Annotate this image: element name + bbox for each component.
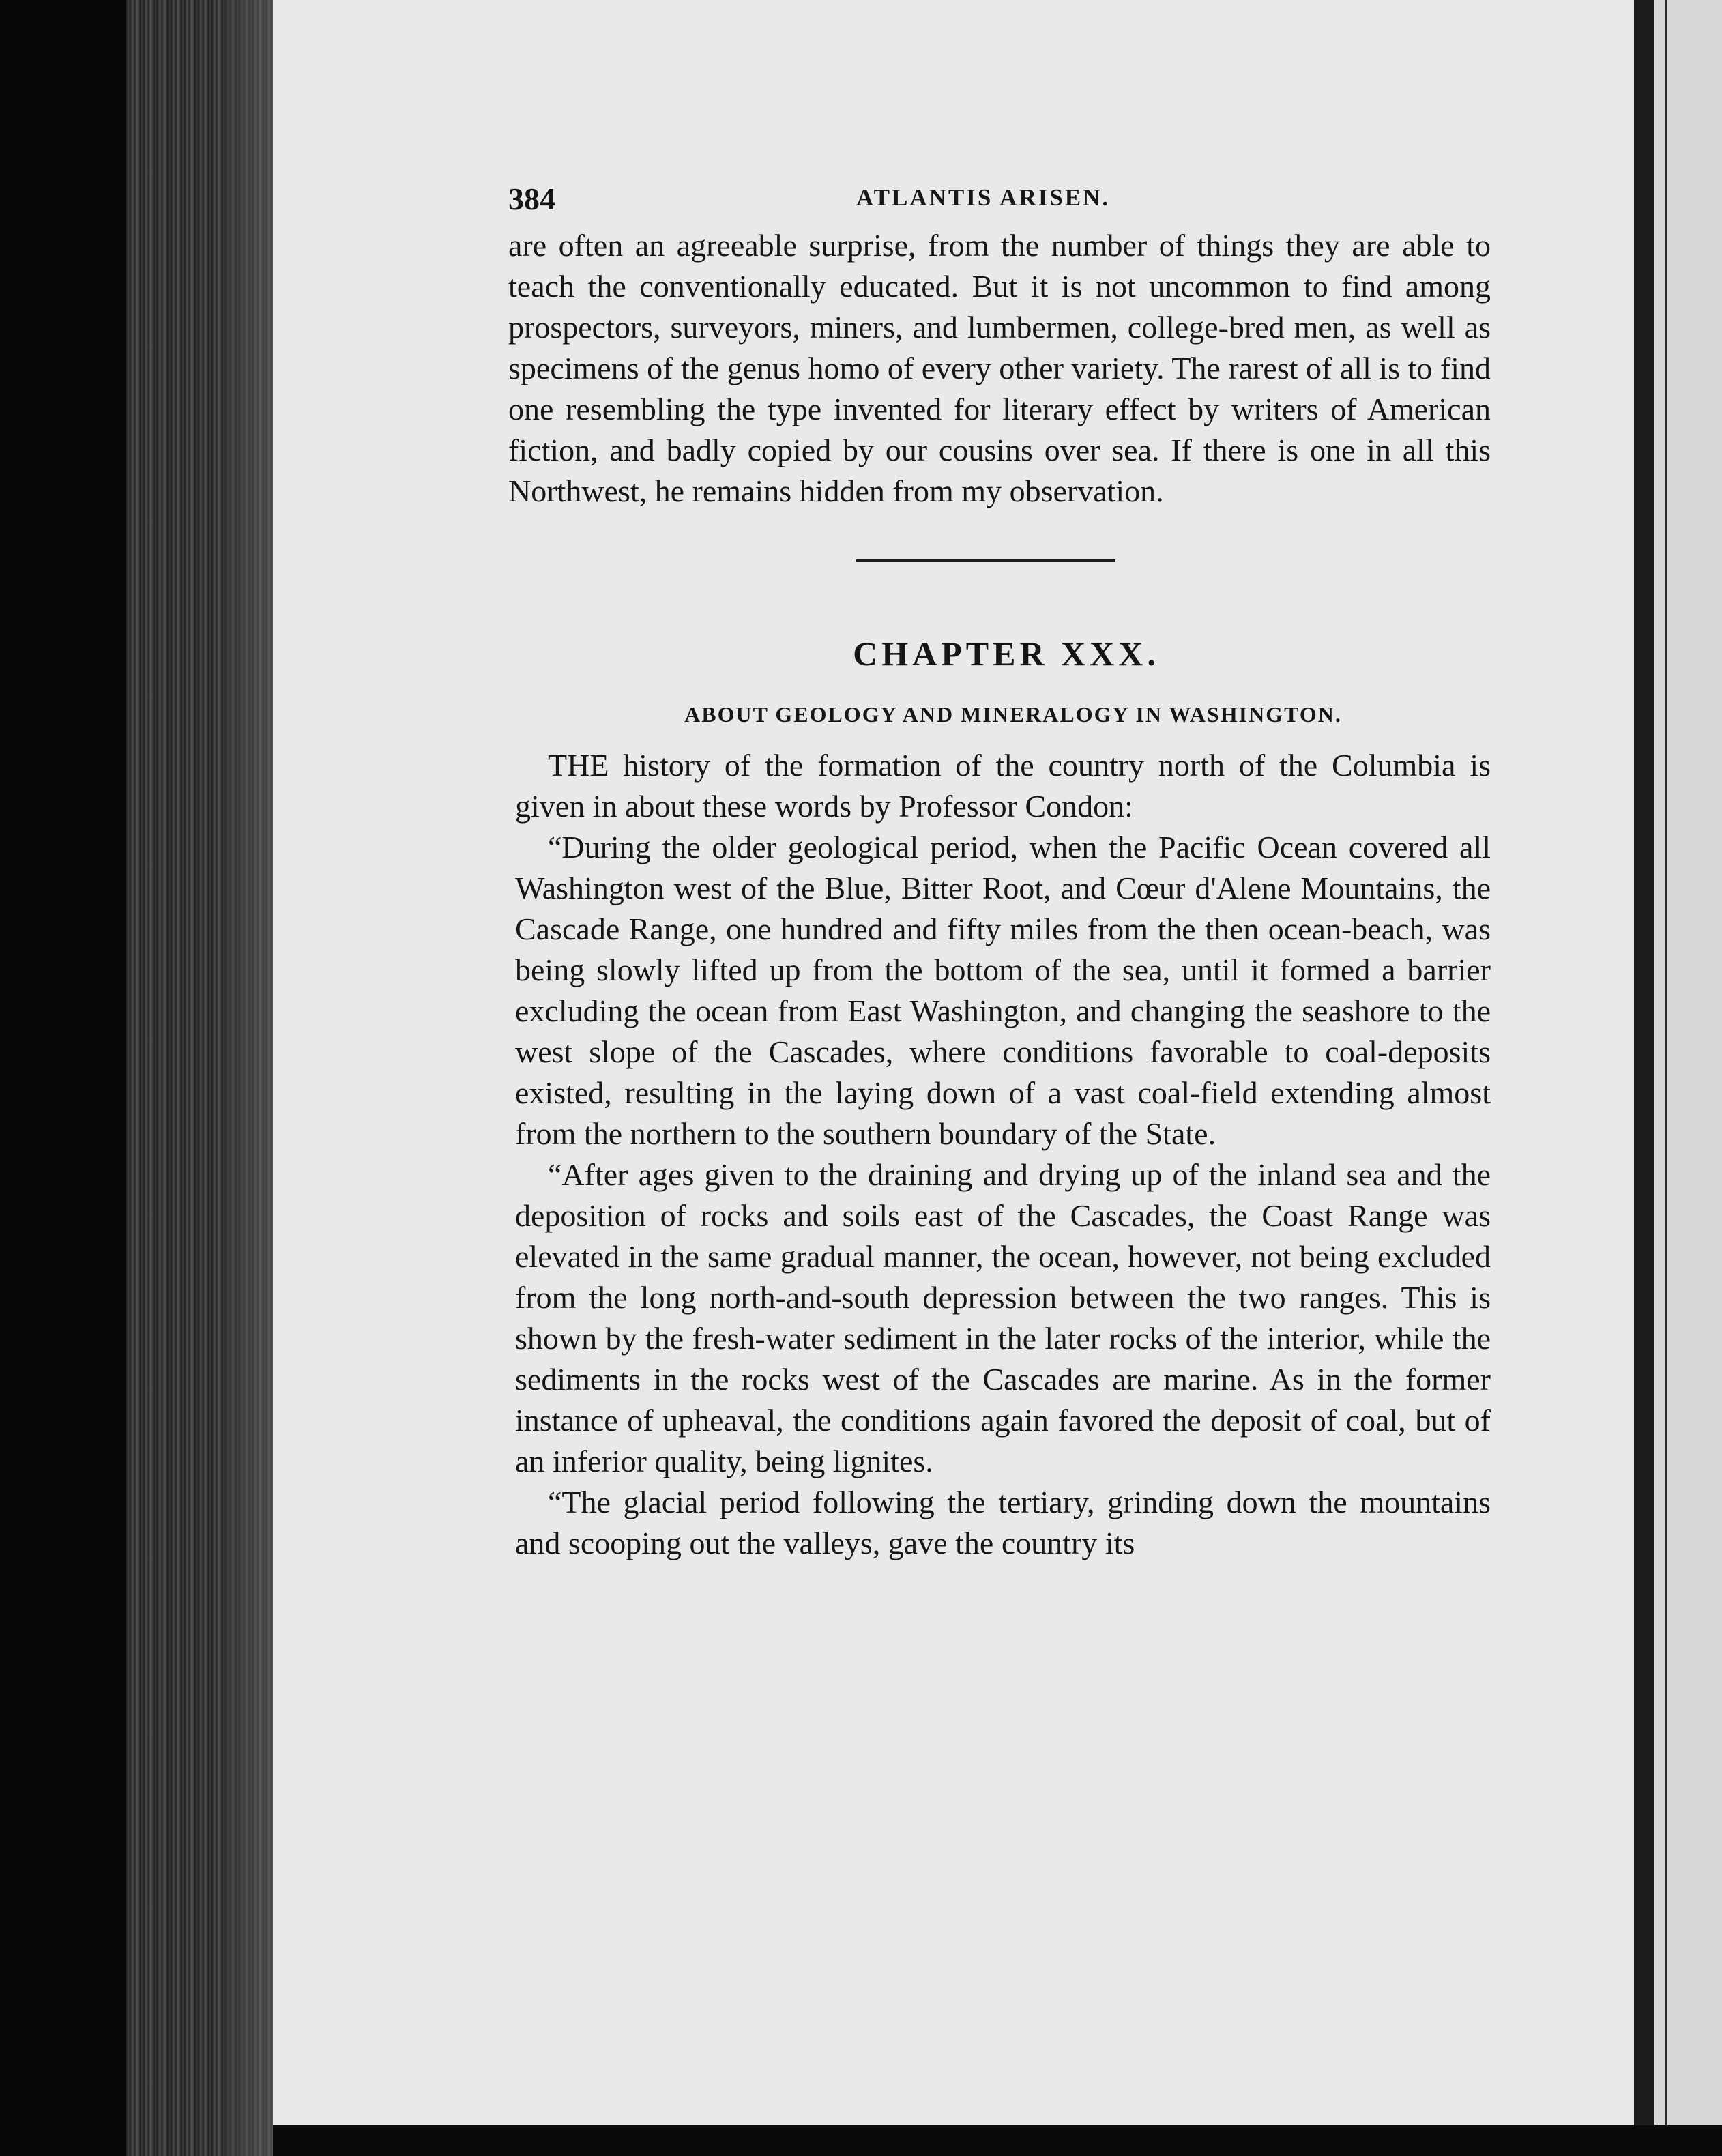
chapter-paragraph: “After ages given to the draining and drying up of the inland sea and the deposition of rocks and soils east of the Cascades, the Coast Range was elevated in the same gradual manner, the ocean, however, not being excluded from the long north-and-south depression between the two ranges. This is shown by the fresh-water sediment in the later rocks of the interior, while the sediments in the rocks west of the Cascades are marine. As in the former instance of upheaval, the conditions again favored the deposit of coal, but of an inferior quality, being lignites. <box>515 1157 1491 1478</box>
page-number: 384 <box>508 181 555 216</box>
page-border-bottom <box>273 2125 1722 2156</box>
gutter-shadow <box>225 0 280 2156</box>
chapter-body <box>508 745 1491 1564</box>
chapter-subtitle: ABOUT GEOLOGY AND MINERALOGY IN WASHINGTON. <box>684 702 1342 727</box>
adjacent-page-line <box>1665 0 1667 2156</box>
page-border-right <box>1634 0 1654 2156</box>
section-divider-rule <box>856 559 1115 562</box>
running-head <box>508 171 1491 218</box>
running-title: ATLANTIS ARISEN. <box>856 184 1111 211</box>
chapter-paragraph: “During the older geological period, when the Pacific Ocean covered all Washington west of the Blue, Bitter Root, and Cœur d'Alene Mountains, the Cascade Range, one hundred and fifty miles from the then ocean-beach, was being slowly lifted up from the bottom of the sea, until it formed a barrier excluding the ocean from East Washington, and changing the seashore to the west slope of the Cascades, where conditions favorable to coal-deposits existed, resulting in the laying down of a vast coal-field extending almost from the northern to the southern boundary of the State. <box>515 830 1491 1151</box>
chapter-paragraph: “The glacial period following the tertiary, grinding down the mountains and scooping out the valleys, gave the country its <box>515 1485 1491 1560</box>
chapter-heading: CHAPTER XXX. <box>853 635 1160 673</box>
continuation-paragraph: are often an agreeable surprise, from the number of things they are able to teach the conventionally educated. But it is not uncommon to find among prospectors, surveyors, miners, and lumbermen, college-bred men, as well as specimens of the genus homo of every other variety. The rarest of all is to find one resembling the type invented for literary effect by writers of American fiction, and badly copied by our cousins over sea. If there is one in all this Northwest, he remains hidden from my observation. <box>508 228 1491 508</box>
chapter-paragraph: THE history of the formation of the country north of the Columbia is given in about these words by Professor Condon: <box>515 748 1491 824</box>
page-text-block <box>508 171 1491 1564</box>
